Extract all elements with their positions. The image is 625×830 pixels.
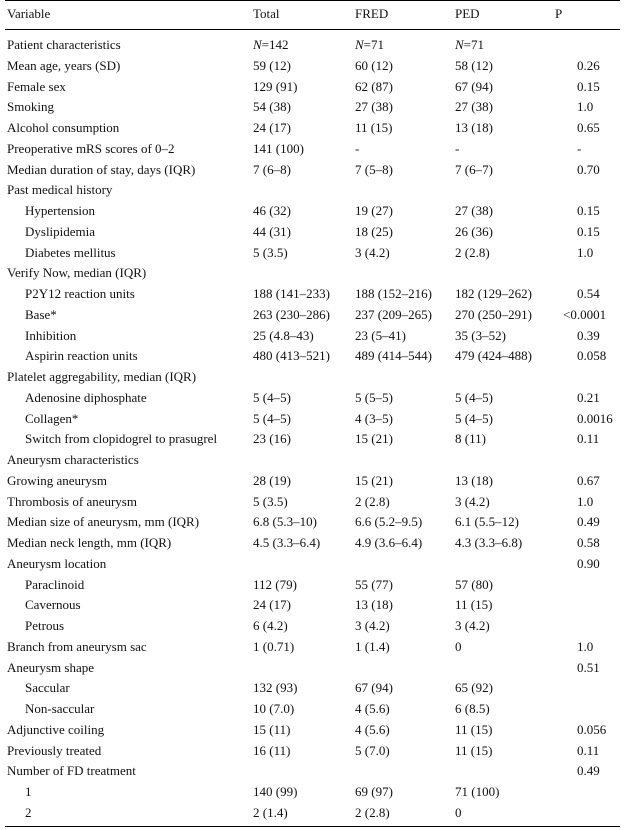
header-total: Total <box>253 6 280 21</box>
table-row <box>0 743 625 763</box>
table-row <box>0 411 625 431</box>
cell-ped: 182 (129–262) <box>455 286 532 301</box>
cell-total: 480 (413–521) <box>253 348 330 364</box>
cell-total: 141 (100) <box>253 140 304 156</box>
cell-fred: 4 (5.6) <box>355 701 390 716</box>
cell-ped: 58 (12) <box>455 57 493 73</box>
table-row <box>0 79 625 99</box>
table-top-rule <box>5 0 620 1</box>
row-label: Median size of aneurysm, mm (IQR) <box>7 514 200 530</box>
row-label: Branch from aneurysm sac <box>7 638 147 654</box>
row-label: Previously treated <box>7 742 102 758</box>
cell-fred: 11 (15) <box>355 120 393 135</box>
cell-fred: 19 (27) <box>355 203 393 218</box>
cell-total: 263 (230–286) <box>253 306 330 322</box>
row-label: Collagen* <box>25 410 79 426</box>
cell-total: 1 (0.71) <box>253 638 295 654</box>
table-row <box>0 141 625 161</box>
cell-fred: 18 (25) <box>355 223 393 239</box>
cell-ped: 0 <box>455 804 462 820</box>
table-row <box>0 701 625 721</box>
table-row <box>0 535 625 555</box>
cell-ped: 11 (15) <box>455 597 493 613</box>
cell-total: 4.5 (3.3–6.4) <box>253 535 321 550</box>
cell-ped: 5 (4–5) <box>455 410 493 426</box>
row-label: 1 <box>25 784 32 799</box>
row-label: Platelet aggregability, median (IQR) <box>7 369 197 384</box>
cell-total: 129 (91) <box>253 78 298 94</box>
row-label: Inhibition <box>25 327 77 343</box>
table-row <box>0 162 625 182</box>
cell-fred: 62 (87) <box>355 78 393 94</box>
cell-ped: 270 (250–291) <box>455 306 532 322</box>
cell-p: 1.0 <box>577 99 594 115</box>
cell-ped: 6.1 (5.5–12) <box>455 514 519 530</box>
cell-fred: 7 (5–8) <box>355 161 393 177</box>
row-label: Median duration of stay, days (IQR) <box>7 161 196 177</box>
cell-ped: 13 (18) <box>455 120 493 135</box>
row-label: Aneurysm shape <box>7 659 95 675</box>
table-row <box>0 369 625 389</box>
row-label: Alcohol consumption <box>7 120 120 135</box>
cell-total: 16 (11) <box>253 742 291 758</box>
table-row <box>0 286 625 306</box>
table-row <box>0 660 625 680</box>
row-label: Past medical history <box>7 182 113 198</box>
row-label: Verify Now, median (IQR) <box>7 265 147 281</box>
cell-p: 0.21 <box>577 389 600 405</box>
cell-p: 1.0 <box>577 493 594 509</box>
header-fred: FRED <box>355 6 389 21</box>
cell-ped: N=71 <box>455 37 485 52</box>
table-header-rule <box>5 29 620 30</box>
cell-total: 24 (17) <box>253 120 291 135</box>
cell-total: 23 (16) <box>253 431 291 447</box>
cell-total: 5 (3.5) <box>253 493 288 509</box>
table-row <box>0 680 625 700</box>
cell-total: 5 (3.5) <box>253 244 288 260</box>
table-row <box>0 494 625 514</box>
cell-fred: 23 (5–41) <box>355 327 406 343</box>
cell-p: 0.26 <box>577 57 600 73</box>
cell-fred: 60 (12) <box>355 57 393 73</box>
cell-fred: 4 (3–5) <box>355 410 393 426</box>
row-label: Smoking <box>7 99 54 115</box>
cell-p: 0.67 <box>577 472 600 488</box>
row-label: Non-saccular <box>25 701 95 716</box>
cell-p: 0.058 <box>577 348 607 364</box>
cell-p: 0.58 <box>577 535 600 550</box>
cell-total: 5 (4–5) <box>253 389 291 405</box>
cell-p: 0.70 <box>577 161 600 177</box>
cell-fred: 2 (2.8) <box>355 493 390 509</box>
cell-p: 0.54 <box>577 286 600 301</box>
header-p: P <box>555 6 563 21</box>
cell-p: 0.49 <box>577 514 600 530</box>
table-row <box>0 639 625 659</box>
cell-ped: 26 (36) <box>455 223 493 239</box>
cell-p: 0.11 <box>577 431 600 447</box>
cell-fred: 15 (21) <box>355 431 393 447</box>
cell-ped: 2 (2.8) <box>455 244 490 260</box>
table-row <box>0 452 625 472</box>
cell-ped: - <box>455 140 460 156</box>
cell-fred: 5 (5–5) <box>355 389 393 405</box>
table-row <box>0 597 625 617</box>
row-label: Hypertension <box>25 203 96 218</box>
cell-fred: 15 (21) <box>355 472 393 488</box>
table-row <box>0 203 625 223</box>
cell-fred: 4.9 (3.6–6.4) <box>355 535 423 550</box>
table-row <box>0 431 625 451</box>
cell-ped: 57 (80) <box>455 576 493 592</box>
table-row <box>0 328 625 348</box>
cell-total: 140 (99) <box>253 784 298 799</box>
cell-p: 0.15 <box>577 78 600 94</box>
cell-p: 0.49 <box>577 763 600 779</box>
cell-p: - <box>577 140 582 156</box>
cell-ped: 479 (424–488) <box>455 348 532 364</box>
table-row <box>0 722 625 742</box>
row-label: Adjunctive coiling <box>7 721 105 737</box>
cell-fred: 67 (94) <box>355 680 393 696</box>
cell-p: 0.15 <box>577 223 600 239</box>
cell-ped: 6 (8.5) <box>455 701 490 716</box>
cell-fred: 188 (152–216) <box>355 286 432 301</box>
cell-p: 0.39 <box>577 327 600 343</box>
cell-p: 0.90 <box>577 555 600 571</box>
table-row <box>0 224 625 244</box>
table-row <box>0 348 625 368</box>
cell-fred: N=71 <box>355 37 385 52</box>
cell-ped: 67 (94) <box>455 78 493 94</box>
cell-fred: 3 (4.2) <box>355 244 390 260</box>
cell-p: 0.51 <box>577 659 600 675</box>
cell-fred: 5 (7.0) <box>355 742 390 758</box>
cell-total: 15 (11) <box>253 721 291 737</box>
cell-total: 188 (141–233) <box>253 286 330 301</box>
row-label: Aspirin reaction units <box>25 348 138 364</box>
table-row <box>0 618 625 638</box>
cell-ped: 27 (38) <box>455 99 493 115</box>
table-row <box>0 577 625 597</box>
row-label: Adenosine diphosphate <box>25 389 147 405</box>
cell-p: 0.15 <box>577 203 600 218</box>
cell-fred: 55 (77) <box>355 576 393 592</box>
row-label: Preoperative mRS scores of 0–2 <box>7 140 175 156</box>
table-row <box>0 805 625 825</box>
cell-fred: - <box>355 140 360 156</box>
cell-ped: 3 (4.2) <box>455 493 490 509</box>
cell-total: 25 (4.8–43) <box>253 327 314 343</box>
table-bottom-rule <box>5 826 620 827</box>
cell-total: 46 (32) <box>253 203 291 218</box>
cell-ped: 3 (4.2) <box>455 618 490 633</box>
row-label: Thrombosis of aneurysm <box>7 493 137 509</box>
row-label: Mean age, years (SD) <box>7 57 121 73</box>
cell-p: 0.11 <box>577 742 600 758</box>
cell-total: 44 (31) <box>253 223 291 239</box>
table-row <box>0 473 625 493</box>
table-row <box>0 182 625 202</box>
row-label: Cavernous <box>25 597 81 613</box>
row-label: Median neck length, mm (IQR) <box>7 535 172 550</box>
cell-ped: 71 (100) <box>455 784 500 799</box>
cell-p: <0.0001 <box>563 306 607 322</box>
cell-total: 112 (79) <box>253 576 297 592</box>
row-label: Base* <box>25 306 57 322</box>
cell-total: 2 (1.4) <box>253 804 288 820</box>
table-row <box>0 265 625 285</box>
row-label: Paraclinoid <box>25 576 85 592</box>
row-label: P2Y12 reaction units <box>25 286 135 301</box>
cell-total: 54 (38) <box>253 99 291 115</box>
cell-p: 0.65 <box>577 120 600 135</box>
cell-total: 5 (4–5) <box>253 410 291 426</box>
header-ped: PED <box>455 6 480 21</box>
cell-ped: 65 (92) <box>455 680 493 696</box>
row-label: Female sex <box>7 78 66 94</box>
table-row <box>0 763 625 783</box>
row-label: Dyslipidemia <box>25 223 96 239</box>
row-label: Number of FD treatment <box>7 763 136 779</box>
table-row <box>0 99 625 119</box>
table-header <box>0 6 625 22</box>
row-label: Patient characteristics <box>7 37 121 52</box>
cell-ped: 11 (15) <box>455 742 493 758</box>
cell-fred: 237 (209–265) <box>355 306 432 322</box>
cell-ped: 0 <box>455 638 462 654</box>
cell-ped: 8 (11) <box>455 431 486 447</box>
cell-fred: 1 (1.4) <box>355 638 390 654</box>
cell-total: 24 (17) <box>253 597 291 613</box>
row-label: Aneurysm location <box>7 555 107 571</box>
table-row <box>0 120 625 140</box>
cell-total: 7 (6–8) <box>253 161 291 177</box>
cell-ped: 27 (38) <box>455 203 493 218</box>
cell-p: 1.0 <box>577 638 594 654</box>
row-label: Aneurysm characteristics <box>7 452 139 467</box>
table-row <box>0 58 625 78</box>
row-label: Diabetes mellitus <box>25 244 116 260</box>
cell-ped: 13 (18) <box>455 472 493 488</box>
row-label: Switch from clopidogrel to prasugrel <box>25 431 218 447</box>
cell-fred: 13 (18) <box>355 597 393 613</box>
cell-fred: 6.6 (5.2–9.5) <box>355 514 423 530</box>
cell-fred: 2 (2.8) <box>355 804 390 820</box>
cell-total: 28 (19) <box>253 472 291 488</box>
cell-total: 10 (7.0) <box>253 701 295 716</box>
table-row <box>0 307 625 327</box>
cell-fred: 27 (38) <box>355 99 393 115</box>
cell-fred: 4 (5.6) <box>355 721 390 737</box>
cell-ped: 4.3 (3.3–6.8) <box>455 535 523 550</box>
table-row <box>0 390 625 410</box>
cell-ped: 7 (6–7) <box>455 161 493 177</box>
row-label: Petrous <box>25 618 64 633</box>
table-row <box>0 514 625 534</box>
cell-total: 6.8 (5.3–10) <box>253 514 317 530</box>
table-row <box>0 245 625 265</box>
table-row <box>0 784 625 804</box>
row-label: Growing aneurysm <box>7 472 108 488</box>
cell-ped: 35 (3–52) <box>455 327 506 343</box>
cell-total: N=142 <box>253 37 289 52</box>
cell-total: 132 (93) <box>253 680 298 696</box>
cell-fred: 3 (4.2) <box>355 618 390 633</box>
row-label: Saccular <box>25 680 70 696</box>
cell-total: 6 (4.2) <box>253 618 288 633</box>
cell-p: 0.056 <box>577 721 607 737</box>
table-row <box>0 556 625 576</box>
cell-fred: 489 (414–544) <box>355 348 432 364</box>
cell-fred: 69 (97) <box>355 784 393 799</box>
header-variable: Variable <box>7 6 51 21</box>
row-label: 2 <box>25 804 32 820</box>
cell-p: 0.0016 <box>577 410 613 426</box>
table-row <box>0 37 625 57</box>
cell-ped: 11 (15) <box>455 721 493 737</box>
cell-total: 59 (12) <box>253 57 291 73</box>
cell-p: 1.0 <box>577 244 594 260</box>
cell-ped: 5 (4–5) <box>455 389 493 405</box>
